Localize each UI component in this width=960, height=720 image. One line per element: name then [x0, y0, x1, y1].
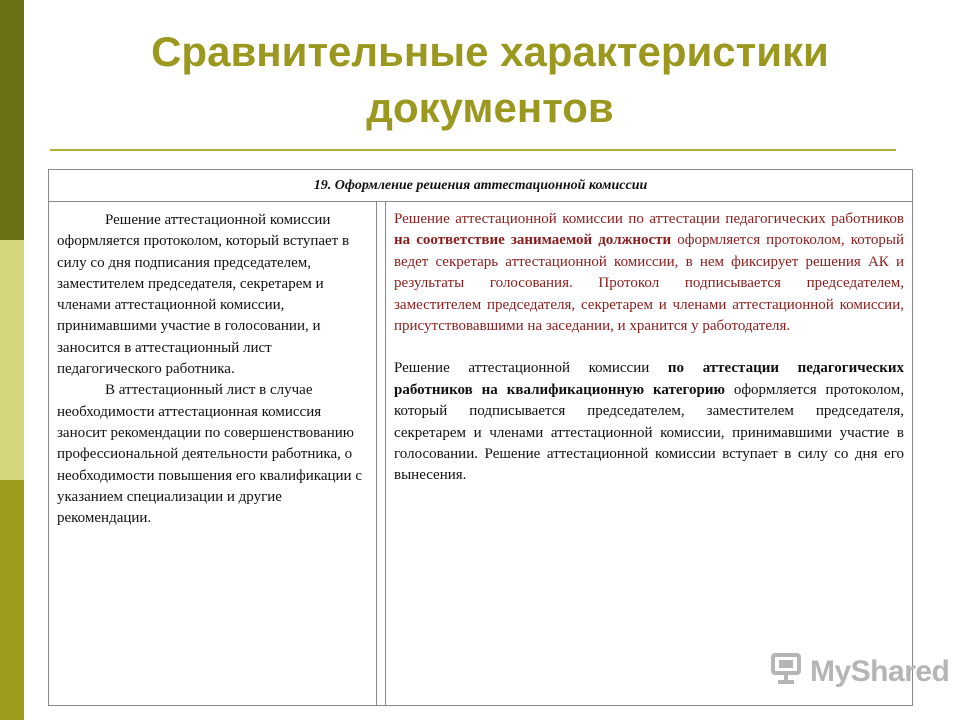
table-body-row	[49, 202, 912, 705]
right-p2-emphasis: по аттестации педагогических работников на квалификационную категорию	[394, 360, 904, 398]
right-paragraph-2	[394, 358, 904, 486]
table-header: 19. Оформление решения аттестационной комиссии	[49, 170, 912, 202]
comparison-table	[48, 169, 913, 706]
watermark-text: MyShared	[810, 655, 950, 688]
right-paragraph-1	[394, 209, 904, 337]
slide-title: Сравнительные характеристики документов	[151, 28, 829, 131]
left-paragraph-2: В аттестационный лист в случае необходимости аттестационная комиссия заносит рекомендации по совершенствованию профессиональной деятельности работника, о необходимости повышения его квалификации с указанием специализации и другие рекомендации.	[57, 382, 362, 527]
right-p1-emphasis: на соответствие занимаемой должности	[394, 232, 672, 249]
sidebar-stripe-middle	[0, 240, 24, 480]
right-p2-text-c: оформляется протоколом, который подписывается председателем, заместителем председателя, секретарем и членами аттестационной комиссии, принимавшими участие в голосовании. Решение аттестационной комиссии вступает в силу со дня его вынесения.	[394, 381, 904, 484]
title-divider	[50, 149, 896, 151]
left-paragraph-1: Решение аттестационной комиссии оформляется протоколом, который вступает в силу со дня подписания председателем, заместителем председателя, секретарем и членами аттестационной комиссии, принимавшими участие в голосовании, и заносится в аттестационный лист педагогического работника.	[57, 212, 350, 378]
right-p1-text-c: оформляется протоколом, который ведет секретарь аттестационной комиссии, в нем фиксирует решения АК и результаты голосования. Протокол подписывается председателем, заместителем председателя, секретарем и членами аттестационной комиссии, присутствовавшими на заседании, и хранится у работодателя.	[394, 232, 904, 335]
presentation-icon	[768, 650, 804, 694]
right-cell	[385, 202, 912, 705]
myshared-watermark	[768, 652, 949, 692]
left-cell	[49, 202, 377, 705]
right-p2-text-a: Решение аттестационной комиссии	[394, 360, 668, 377]
sidebar-stripe-bottom	[0, 480, 24, 720]
sidebar-stripe-top	[0, 0, 24, 240]
right-p1-text-a: Решение аттестационной комиссии по аттестации педагогических работников	[394, 211, 904, 227]
